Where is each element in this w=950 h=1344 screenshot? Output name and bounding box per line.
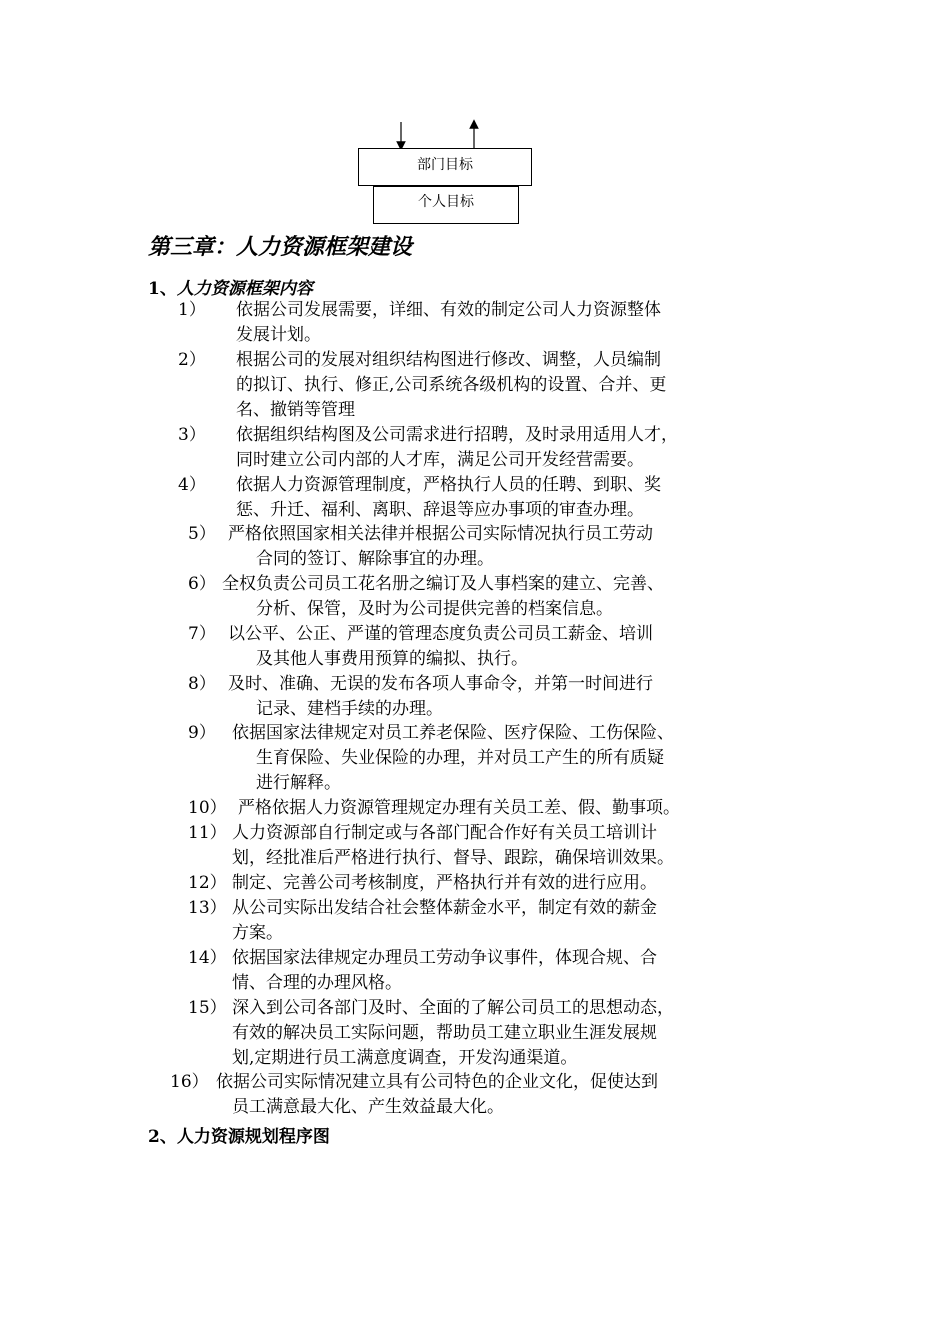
section-number: 1、 [148, 279, 177, 299]
item-text-line: 方案。 [232, 923, 283, 943]
item-text-line: 的拟订、执行、修正,公司系统各级机构的设置、合并、更 [236, 375, 667, 395]
dept-goal-box [358, 148, 532, 186]
item-number: 12） [188, 873, 227, 893]
item-text-line: 依据人力资源管理制度，严格执行人员的任聘、到职、奖 [236, 475, 661, 495]
item-text-line: 划,定期进行员工满意度调查，开发沟通渠道。 [232, 1048, 578, 1068]
item-number: 10） [188, 798, 227, 818]
item-number: 6） [188, 574, 216, 594]
item-text-line: 根据公司的发展对组织结构图进行修改、调整，人员编制 [236, 350, 661, 370]
item-text-line: 生育保险、失业保险的办理，并对员工产生的所有质疑 [256, 748, 664, 768]
item-text-line: 依据公司发展需要，详细、有效的制定公司人力资源整体 [236, 300, 661, 320]
chapter-title: 第三章：人力资源框架建设 [148, 234, 413, 260]
item-text-line: 依据组织结构图及公司需求进行招聘，及时录用适用人才， [236, 425, 678, 445]
section-heading-1 [148, 274, 313, 299]
section-number: 2、 [148, 1127, 177, 1147]
item-text-line: 人力资源部自行制定或与各部门配合作好有关员工培训计 [232, 823, 657, 843]
item-number: 3） [178, 425, 206, 445]
item-number: 16） [170, 1072, 209, 1092]
item-number: 2） [178, 350, 206, 370]
section-heading-2 [148, 1122, 330, 1147]
item-text-line: 严格依据人力资源管理规定办理有关员工差、假、勤事项。 [238, 798, 680, 818]
item-number: 1） [178, 300, 206, 320]
item-number: 8） [188, 674, 216, 694]
section-title: 人力资源规划程序图 [176, 1127, 330, 1147]
item-text-line: 同时建立公司内部的人才库，满足公司开发经营需要。 [236, 450, 644, 470]
dept-goal-label: 部门目标 [417, 157, 473, 173]
item-text-line: 全权负责公司员工花名册之编订及人事档案的建立、完善、 [222, 574, 664, 594]
item-text-line: 进行解释。 [256, 773, 341, 793]
item-number: 14） [188, 948, 227, 968]
item-text-line: 惩、升迁、福利、离职、辞退等应办事项的审查办理。 [236, 500, 644, 520]
item-text-line: 严格依照国家相关法律并根据公司实际情况执行员工劳动 [228, 524, 653, 544]
item-text-line: 合同的签订、解除事宜的办理。 [256, 549, 494, 569]
item-text-line: 员工满意最大化、产生效益最大化。 [232, 1097, 504, 1117]
personal-goal-box [373, 186, 519, 224]
item-text-line: 依据国家法律规定对员工养老保险、医疗保险、工伤保险、 [232, 723, 674, 743]
item-number: 11） [188, 823, 227, 843]
item-number: 7） [188, 624, 216, 644]
item-text-line: 制定、完善公司考核制度，严格执行并有效的进行应用。 [232, 873, 657, 893]
item-number: 15） [188, 998, 227, 1018]
item-text-line: 名、撤销等管理 [236, 400, 355, 420]
goal-diagram [0, 0, 950, 240]
item-text-line: 分析、保管，及时为公司提供完善的档案信息。 [256, 599, 613, 619]
item-text-line: 深入到公司各部门及时、全面的了解公司员工的思想动态， [232, 998, 674, 1018]
item-text-line: 情、合理的办理风格。 [232, 973, 402, 993]
item-text-line: 发展计划。 [236, 325, 321, 345]
item-text-line: 以公平、公正、严谨的管理态度负责公司员工薪金、培训 [228, 624, 653, 644]
item-text-line: 有效的解决员工实际问题，帮助员工建立职业生涯发展规 [232, 1023, 657, 1043]
item-text-line: 依据国家法律规定办理员工劳动争议事件，体现合规、合 [232, 948, 657, 968]
item-text-line: 从公司实际出发结合社会整体薪金水平，制定有效的薪金 [232, 898, 657, 918]
item-text-line: 依据公司实际情况建立具有公司特色的企业文化，促使达到 [216, 1072, 658, 1092]
item-number: 5） [188, 524, 216, 544]
item-number: 13） [188, 898, 227, 918]
item-number: 9） [188, 723, 216, 743]
item-text-line: 及时、准确、无误的发布各项人事命令，并第一时间进行 [228, 674, 653, 694]
section-title: 人力资源框架内容 [176, 279, 313, 299]
item-number: 4） [178, 475, 206, 495]
item-text-line: 划，经批准后严格进行执行、督导、跟踪，确保培训效果。 [232, 848, 674, 868]
item-text-line: 记录、建档手续的办理。 [256, 699, 443, 719]
personal-goal-label: 个人目标 [418, 194, 474, 210]
item-text-line: 及其他人事费用预算的编拟、执行。 [256, 649, 528, 669]
